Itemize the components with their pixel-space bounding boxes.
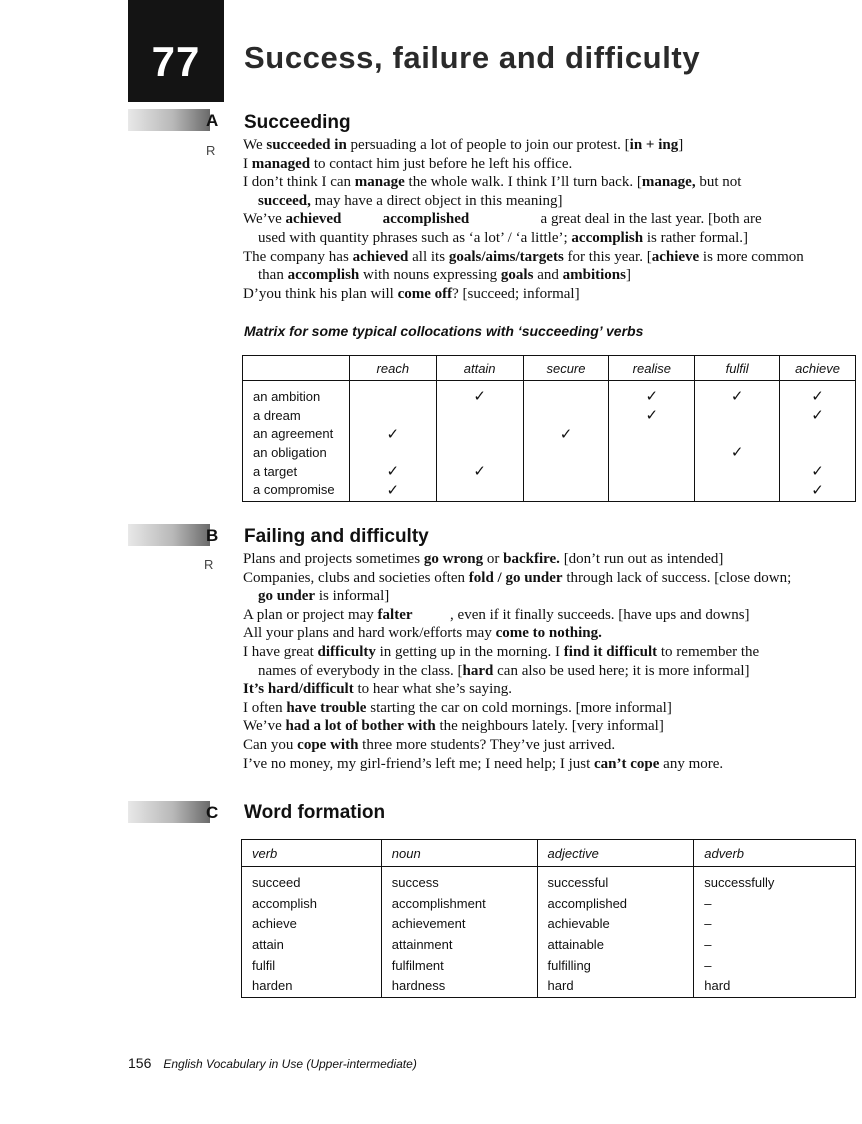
section-c-title: Word formation	[244, 802, 386, 823]
key-phrase: go wrong	[423, 551, 484, 567]
table-row	[242, 955, 856, 976]
table-cell	[436, 406, 523, 425]
text-segment: through lack of success. [close down;	[562, 569, 792, 586]
table-cell	[349, 443, 436, 462]
key-phrase: ambitions	[562, 267, 626, 284]
table-cell: ✓	[349, 462, 436, 481]
text-segment: ? [succeed; informal]	[452, 285, 580, 302]
key-phrase: manage,	[641, 174, 696, 191]
table-cell: ✓	[780, 406, 856, 425]
text-segment: I	[243, 155, 252, 172]
text-segment: I’ve no money, my girl-friend’s left me; I need help; I just	[243, 755, 595, 772]
text-segment: all its	[408, 248, 449, 265]
text-line	[243, 229, 855, 248]
key-phrase: have trouble	[286, 699, 367, 716]
text-segment: Can you	[243, 736, 298, 753]
text-segment: The company has	[243, 248, 353, 265]
table-cell: ✓	[609, 381, 695, 406]
text-line	[243, 587, 855, 606]
text-line	[243, 662, 855, 681]
table-cell: hard	[694, 975, 856, 997]
text-segment: can also be used here; it is more informal]	[493, 662, 750, 679]
text-segment: a great deal in the last year. [both are	[469, 211, 762, 228]
text-segment: the neighbours lately. [very informal]	[435, 718, 664, 735]
section-c-letter: C	[206, 803, 219, 822]
table-cell: achievement	[381, 913, 537, 934]
table-cell	[349, 381, 436, 406]
text-segment: Companies, clubs and societies often	[243, 569, 469, 586]
text-segment: than	[258, 267, 288, 284]
table-cell: fulfilling	[537, 955, 694, 976]
table-cell: ✓	[349, 480, 436, 501]
text-segment: with nouns expressing	[359, 267, 501, 284]
text-segment	[341, 211, 382, 227]
text-segment: names of everybody in the class. [	[258, 662, 463, 679]
text-segment: for this year. [	[563, 248, 652, 265]
key-phrase: had a lot of bother with	[285, 718, 436, 735]
text-segment: Plans and projects sometimes	[243, 551, 424, 567]
table-row	[242, 867, 856, 893]
table-cell	[780, 424, 856, 443]
key-phrase: succeed,	[258, 192, 311, 209]
key-phrase: goals/aims/targets	[448, 248, 564, 265]
text-segment: I often	[243, 699, 287, 716]
text-segment: and	[533, 267, 563, 284]
table-cell: achievable	[537, 913, 694, 934]
row-label: a compromise	[243, 480, 350, 501]
table-row	[243, 381, 856, 406]
table-cell	[436, 443, 523, 462]
table-row	[242, 913, 856, 934]
row-label: an agreement	[243, 424, 350, 443]
table-row	[242, 975, 856, 997]
word-formation-table	[241, 839, 856, 998]
table-cell: –	[694, 913, 856, 934]
matrix-title: Matrix for some typical collocations with ‘succeeding’ verbs	[244, 323, 644, 339]
text-segment: the whole walk. I think I’ll turn back. [	[404, 174, 642, 191]
table-cell: attainment	[381, 934, 537, 955]
column-header: attain	[436, 356, 523, 381]
text-segment: is informal]	[315, 588, 390, 605]
table-cell: success	[381, 867, 537, 893]
table-cell: ✓	[349, 424, 436, 443]
column-header: secure	[523, 356, 609, 381]
table-cell: –	[694, 893, 856, 914]
page-footer	[128, 1055, 417, 1073]
key-phrase: cope with	[297, 736, 359, 753]
key-phrase: accomplish	[287, 267, 360, 284]
unit-title: Success, failure and difficulty	[244, 40, 701, 75]
text-segment: I have great	[243, 643, 318, 660]
column-header: adjective	[537, 840, 694, 867]
table-cell: ✓	[609, 406, 695, 425]
table-cell	[523, 462, 609, 481]
section-a-text	[243, 136, 855, 303]
text-line	[243, 717, 855, 736]
table-cell	[609, 480, 695, 501]
table-cell: –	[694, 934, 856, 955]
table-cell: ✓	[436, 462, 523, 481]
table-cell	[523, 381, 609, 406]
key-phrase: manage	[354, 174, 405, 191]
table-row	[242, 934, 856, 955]
text-line	[243, 606, 855, 625]
row-label: an ambition	[243, 381, 350, 406]
key-phrase: falter	[377, 606, 413, 623]
key-phrase: hard	[462, 662, 494, 679]
section-b-sub: R	[204, 557, 214, 572]
text-segment: We’ve	[243, 718, 286, 735]
table-cell: successful	[537, 867, 694, 893]
row-label: an obligation	[243, 443, 350, 462]
table-cell: ✓	[780, 462, 856, 481]
text-line	[243, 699, 855, 718]
text-segment: We	[243, 137, 267, 153]
column-header: adverb	[694, 840, 856, 867]
text-segment: ]	[625, 267, 631, 284]
table-cell: ✓	[780, 480, 856, 501]
section-b-text	[243, 550, 855, 773]
table-cell: –	[694, 955, 856, 976]
key-phrase: come off	[397, 285, 453, 302]
table-cell	[523, 480, 609, 501]
collocation-matrix	[242, 355, 856, 502]
table-cell: attain	[242, 934, 382, 955]
book-title: English Vocabulary in Use (Upper-intermediate)	[163, 1057, 417, 1071]
key-phrase: achieved	[285, 211, 342, 228]
text-segment: [don’t run out as intended]	[559, 551, 724, 567]
row-label: a dream	[243, 406, 350, 425]
table-cell: accomplishment	[381, 893, 537, 914]
table-cell: fulfil	[242, 955, 382, 976]
key-phrase: managed	[251, 155, 311, 172]
section-c-marker	[128, 801, 210, 823]
table-row	[243, 406, 856, 425]
text-segment: or	[483, 551, 504, 567]
table-cell: fulfilment	[381, 955, 537, 976]
text-line	[243, 680, 855, 699]
key-phrase: It’s hard/difficult	[243, 681, 354, 698]
table-cell	[695, 424, 780, 443]
text-segment: persuading a lot of people to join our protest. [	[346, 137, 630, 153]
table-cell: ✓	[436, 381, 523, 406]
table-cell	[695, 406, 780, 425]
text-segment: ]	[678, 137, 684, 153]
section-a-marker	[128, 109, 210, 131]
table-cell: hard	[537, 975, 694, 997]
column-header: reach	[349, 356, 436, 381]
text-segment: any more.	[659, 755, 724, 772]
key-phrase: accomplished	[382, 211, 470, 228]
table-cell	[349, 406, 436, 425]
key-phrase: difficulty	[317, 643, 376, 660]
section-a-letter: A	[206, 111, 219, 130]
text-line	[243, 248, 855, 267]
table-cell	[436, 480, 523, 501]
text-line	[243, 192, 855, 211]
key-phrase: achieved	[352, 248, 409, 265]
section-b-marker	[128, 524, 210, 546]
text-segment: D’you think his plan will	[243, 285, 398, 302]
table-cell: ✓	[780, 381, 856, 406]
text-segment: in getting up in the morning. I	[375, 643, 564, 660]
key-phrase: in + ing	[629, 137, 679, 153]
key-phrase: backfire.	[503, 551, 560, 567]
text-line	[243, 173, 855, 192]
key-phrase: accomplish	[571, 229, 644, 246]
column-header: noun	[381, 840, 537, 867]
text-line	[243, 755, 855, 774]
text-segment: We’ve	[243, 211, 286, 228]
text-line	[243, 624, 855, 643]
column-header: verb	[242, 840, 382, 867]
table-cell: ✓	[695, 443, 780, 462]
section-b-title: Failing and difficulty	[244, 526, 429, 547]
text-segment: is rather formal.]	[643, 229, 749, 246]
column-header: fulfil	[695, 356, 780, 381]
table-cell: succeed	[242, 867, 382, 893]
text-segment: All your plans and hard work/efforts may	[243, 625, 496, 642]
table-cell: accomplish	[242, 893, 382, 914]
key-phrase: fold / go under	[468, 569, 563, 586]
text-segment: but not	[695, 174, 742, 191]
key-phrase: come to nothing.	[495, 625, 602, 642]
table-cell: successfully	[694, 867, 856, 893]
key-phrase: find it difficult	[563, 643, 658, 660]
text-segment: may have a direct object in this meaning]	[310, 192, 563, 209]
text-segment: I don’t think I can	[243, 174, 355, 191]
table-row	[243, 443, 856, 462]
table-cell	[695, 462, 780, 481]
table-row	[243, 424, 856, 443]
key-phrase: go under	[258, 588, 316, 605]
key-phrase: achieve	[651, 248, 700, 265]
text-segment: three more students? They’ve just arrived.	[358, 736, 616, 753]
section-b-letter: B	[206, 526, 219, 545]
unit-number: 77	[151, 38, 201, 85]
text-line	[243, 136, 855, 155]
section-a-sub: R	[206, 143, 216, 158]
key-phrase: goals	[500, 267, 534, 284]
table-row	[242, 893, 856, 914]
table-cell	[780, 443, 856, 462]
text-line	[243, 266, 855, 285]
text-line	[243, 643, 855, 662]
table-row	[243, 480, 856, 501]
table-cell: attainable	[537, 934, 694, 955]
table-cell	[695, 480, 780, 501]
column-header: realise	[609, 356, 695, 381]
table-cell	[609, 462, 695, 481]
text-segment: A plan or project may	[243, 606, 378, 623]
text-segment: , even if it finally succeeds. [have ups and downs]	[412, 606, 750, 623]
text-line	[243, 569, 855, 588]
table-cell: ✓	[523, 424, 609, 443]
table-cell: accomplished	[537, 893, 694, 914]
table-row	[243, 462, 856, 481]
page-number: 156	[128, 1055, 152, 1071]
text-line	[243, 210, 855, 229]
text-segment: is more common	[699, 248, 804, 265]
text-segment: to hear what she’s saying.	[353, 681, 513, 698]
text-segment: to contact him just before he left his office.	[310, 155, 573, 172]
table-cell	[523, 406, 609, 425]
text-line	[243, 285, 855, 304]
key-phrase: can’t cope	[594, 755, 660, 772]
text-segment: starting the car on cold mornings. [more informal]	[366, 699, 672, 716]
table-cell	[609, 424, 695, 443]
table-cell	[436, 424, 523, 443]
text-segment: used with quantity phrases such as ‘a lot’ / ‘a little’;	[258, 229, 572, 246]
section-a-title: Succeeding	[244, 112, 351, 133]
table-cell: hardness	[381, 975, 537, 997]
column-header	[243, 356, 350, 381]
unit-number-box	[128, 0, 224, 102]
text-line	[243, 736, 855, 755]
row-label: a target	[243, 462, 350, 481]
table-cell	[523, 443, 609, 462]
key-phrase: succeeded in	[266, 137, 347, 153]
table-cell	[609, 443, 695, 462]
table-cell: ✓	[695, 381, 780, 406]
table-cell: achieve	[242, 913, 382, 934]
column-header: achieve	[780, 356, 856, 381]
table-cell: harden	[242, 975, 382, 997]
text-line	[243, 550, 855, 569]
text-line	[243, 155, 855, 174]
text-segment: to remember the	[657, 643, 760, 660]
